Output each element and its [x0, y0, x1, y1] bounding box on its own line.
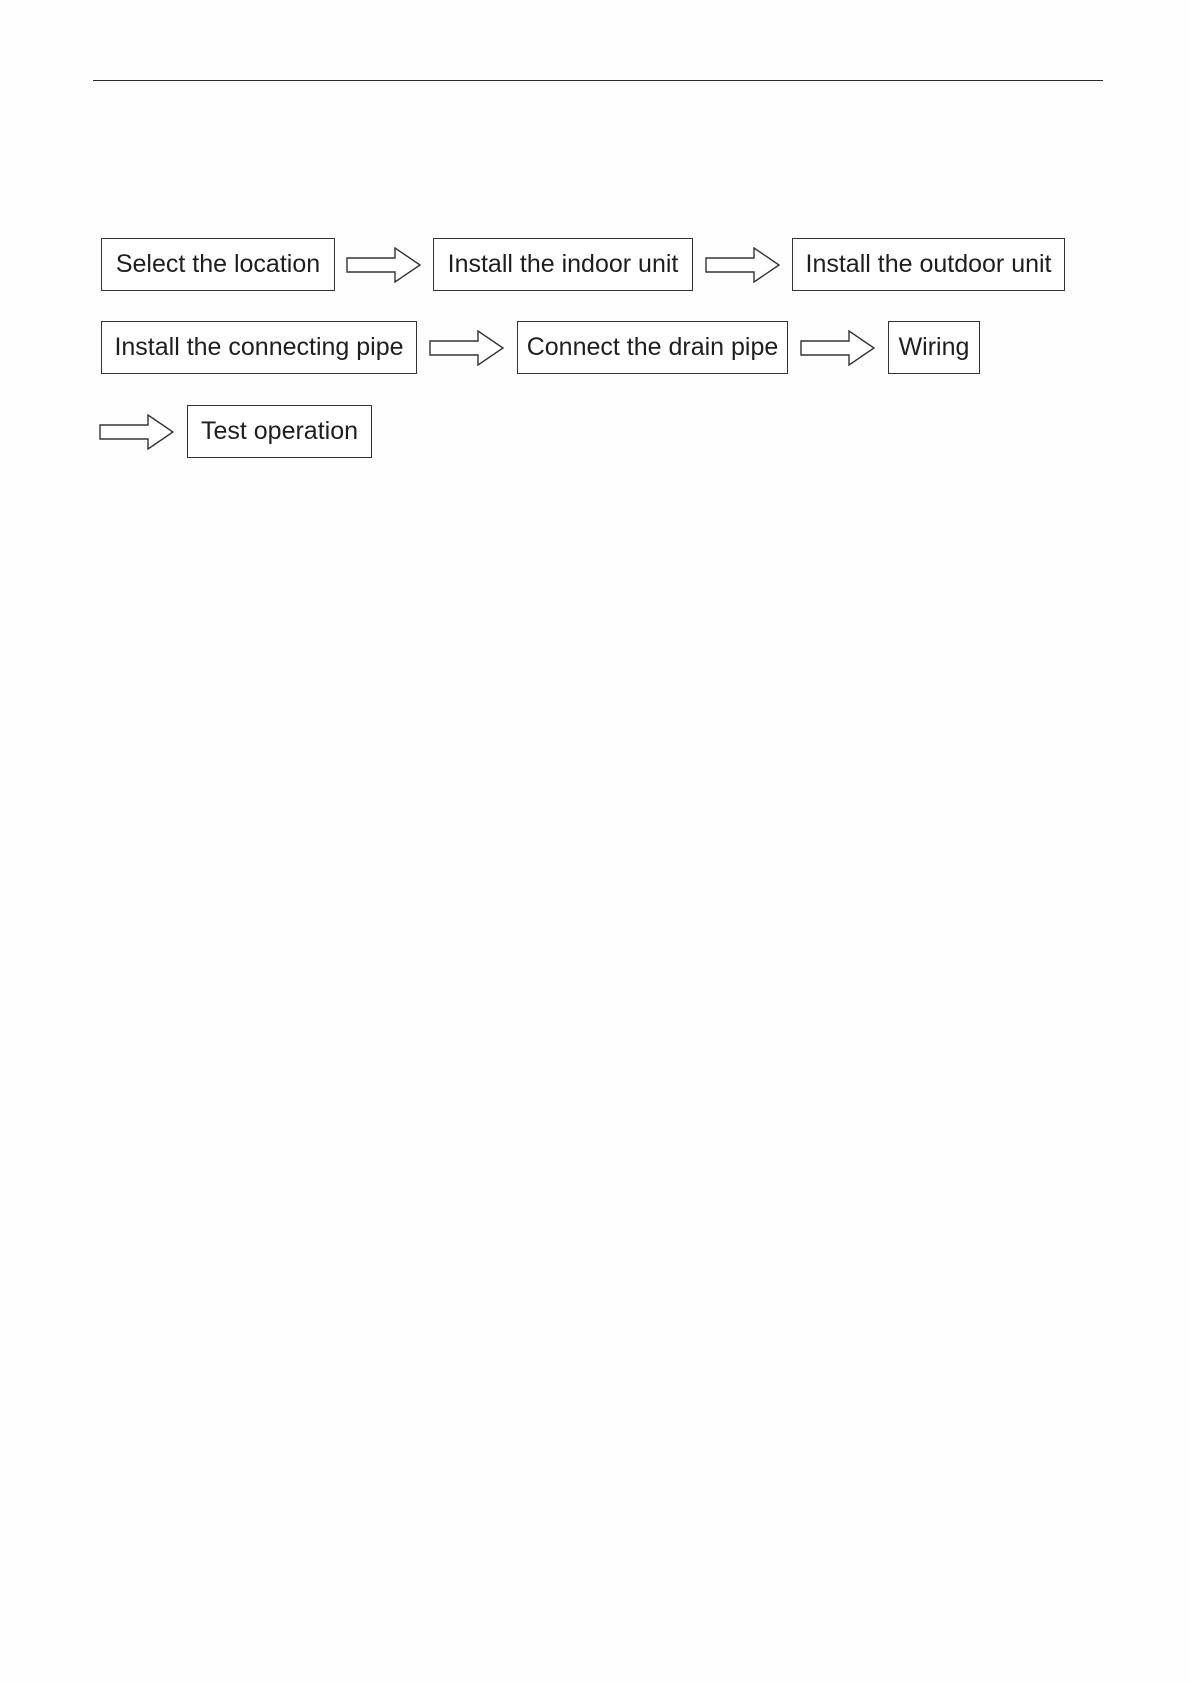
step-select-location: Select the location: [101, 238, 335, 291]
step-install-outdoor-unit: Install the outdoor unit: [792, 238, 1065, 291]
right-arrow-icon: [705, 247, 781, 283]
step-install-indoor-unit: Install the indoor unit: [433, 238, 693, 291]
step-install-connecting-pipe: Install the connecting pipe: [101, 321, 417, 374]
step-connect-drain-pipe: Connect the drain pipe: [517, 321, 788, 374]
step-test-operation: Test operation: [187, 405, 372, 458]
step-wiring: Wiring: [888, 321, 980, 374]
right-arrow-icon: [346, 247, 422, 283]
right-arrow-icon: [800, 330, 876, 366]
right-arrow-icon: [99, 414, 175, 450]
header-rule: [93, 80, 1103, 81]
right-arrow-icon: [429, 330, 505, 366]
